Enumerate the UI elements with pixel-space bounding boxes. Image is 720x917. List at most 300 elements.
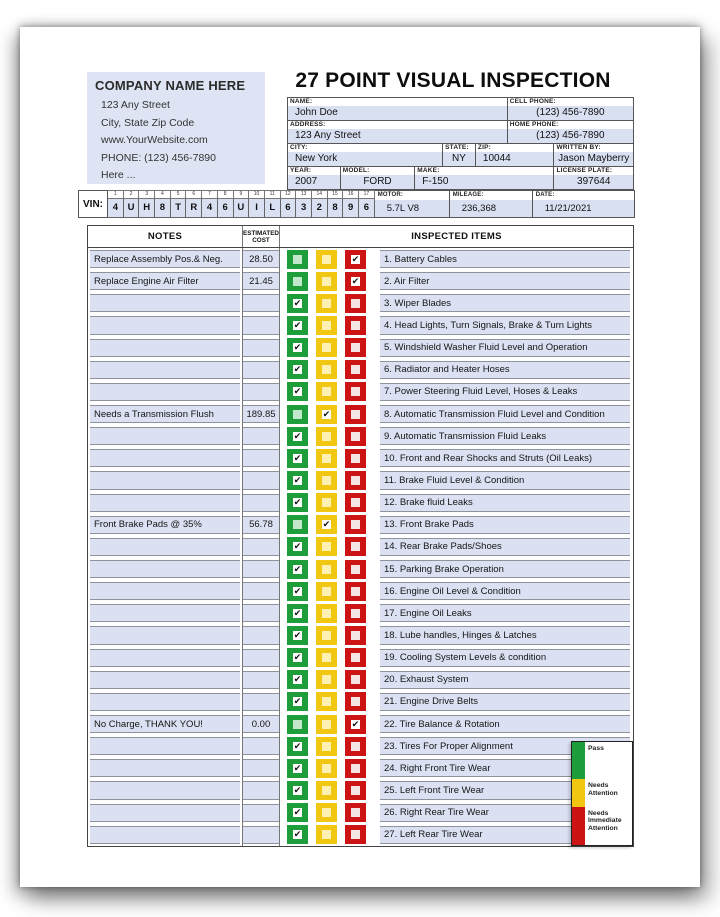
inspection-row: [88, 713, 633, 735]
checkbox-green[interactable]: [287, 272, 308, 291]
item-label: 4. Head Lights, Turn Signals, Brake & Turn Lights: [380, 316, 630, 334]
legend-label: Needs Attention: [588, 782, 618, 797]
cost-cell: [243, 757, 280, 779]
note-cell: [88, 713, 243, 735]
vin-char-value: 4: [202, 199, 218, 218]
note-cell: [88, 270, 243, 292]
checkbox-yellow[interactable]: [316, 715, 337, 734]
item-label: 7. Power Steering Fluid Level, Hoses & Leaks: [380, 383, 630, 401]
cost-cell: [243, 337, 280, 359]
item-cell: [374, 314, 633, 336]
checkbox-yellow[interactable]: [316, 360, 337, 379]
checkbox-green[interactable]: [287, 825, 308, 844]
checkbox-empty: [351, 609, 360, 618]
checkbox-green[interactable]: [287, 360, 308, 379]
checkbox-yellow[interactable]: [316, 449, 337, 468]
vin-char-cell: [296, 190, 312, 218]
item-label: 22. Tire Balance & Rotation: [380, 715, 630, 733]
cost-cell: [243, 314, 280, 336]
note-cell: [88, 447, 243, 469]
checkbox-green[interactable]: [287, 604, 308, 623]
cost-cell: [243, 602, 280, 624]
checkbox-green[interactable]: [287, 294, 308, 313]
cost-value: 0.00: [243, 715, 279, 733]
inspection-row: [88, 802, 633, 824]
checkbox-empty: [322, 432, 331, 441]
checkbox-red[interactable]: [345, 449, 366, 468]
checkbox-red[interactable]: [345, 604, 366, 623]
checkbox-red[interactable]: [345, 803, 366, 822]
info-field-label: ZIP:: [476, 144, 554, 152]
inspection-row: [88, 425, 633, 447]
checkbox-group: [280, 802, 374, 824]
info-row: [288, 121, 633, 144]
note-text: [90, 671, 240, 689]
company-street: 123 Any Street: [101, 99, 170, 111]
note-text: [90, 427, 240, 445]
legend-label: Needs Immediate Attention: [588, 809, 622, 832]
checkbox-group: [280, 691, 374, 713]
cost-cell: [243, 735, 280, 757]
checkmark-icon: ✔: [351, 275, 360, 286]
note-text: Needs a Transmission Flush: [90, 405, 240, 423]
company-phone: PHONE: (123) 456-7890: [101, 151, 216, 164]
checkbox-group: [280, 248, 374, 270]
checkmark-icon: ✔: [351, 718, 360, 729]
info-field-value: John Doe: [288, 106, 507, 120]
checkbox-red[interactable]: [345, 737, 366, 756]
checkbox-green[interactable]: [287, 382, 308, 401]
vin-position-number: 6: [186, 190, 202, 199]
item-label: 25. Left Front Tire Wear: [380, 781, 630, 799]
item-cell: [374, 403, 633, 425]
note-cell: [88, 735, 243, 757]
checkbox-green[interactable]: [287, 626, 308, 645]
item-label: 27. Left Rear Tire Wear: [380, 826, 630, 844]
info-field-city: [288, 144, 443, 166]
inspection-row: [88, 359, 633, 381]
checkbox-green[interactable]: [287, 560, 308, 579]
item-label: 21. Engine Drive Belts: [380, 693, 630, 711]
inspection-row: [88, 779, 633, 801]
notes-header: NOTES: [88, 226, 243, 247]
checkbox-group: [280, 779, 374, 801]
checkbox-yellow[interactable]: [316, 582, 337, 601]
checkbox-green[interactable]: [287, 670, 308, 689]
note-cell: [88, 292, 243, 314]
checkbox-yellow[interactable]: [316, 405, 337, 424]
info-field-value: F-150: [415, 175, 553, 189]
vin-char-cell: [343, 190, 359, 218]
info-row: [288, 98, 633, 121]
checkbox-empty: [322, 498, 331, 507]
checkbox-yellow[interactable]: [316, 471, 337, 490]
checkbox-green[interactable]: [287, 427, 308, 446]
note-cell: [88, 691, 243, 713]
checkbox-group: [280, 381, 374, 403]
inspection-row: [88, 447, 633, 469]
item-label: 20. Exhaust System: [380, 671, 630, 689]
info-field-value: (123) 456-7890: [508, 106, 633, 120]
cost-value: [243, 471, 279, 489]
cost-cell: [243, 425, 280, 447]
checkbox-yellow[interactable]: [316, 648, 337, 667]
checkbox-red[interactable]: [345, 626, 366, 645]
note-cell: [88, 602, 243, 624]
checkbox-green[interactable]: [287, 737, 308, 756]
note-text: [90, 649, 240, 667]
item-label: 8. Automatic Transmission Fluid Level and Condition: [380, 405, 630, 423]
checkbox-red[interactable]: [345, 560, 366, 579]
cost-value: [243, 693, 279, 711]
checkbox-red[interactable]: [345, 316, 366, 335]
checkbox-red[interactable]: [345, 382, 366, 401]
inspection-row: [88, 314, 633, 336]
checkbox-empty: [322, 299, 331, 308]
vin-position-number: 10: [249, 190, 265, 199]
cost-value: [243, 671, 279, 689]
checkmark-icon: ✔: [293, 497, 302, 508]
vin-char-value: 6: [218, 199, 234, 218]
item-cell: [374, 425, 633, 447]
inspection-row: [88, 824, 633, 846]
note-cell: [88, 580, 243, 602]
vin-char-cell: [171, 190, 187, 218]
info-field-value: 397644: [554, 175, 633, 189]
vin-position-number: 15: [328, 190, 344, 199]
item-label: 2. Air Filter: [380, 272, 630, 290]
checkbox-red[interactable]: [345, 715, 366, 734]
checkbox-green[interactable]: [287, 471, 308, 490]
cost-value: [243, 361, 279, 379]
checkbox-green[interactable]: [287, 648, 308, 667]
item-cell: [374, 270, 633, 292]
vin-char-cell: [359, 190, 375, 218]
info-field-make: [415, 167, 554, 189]
checkbox-red[interactable]: [345, 405, 366, 424]
vin-char-cell: [265, 190, 281, 218]
cost-cell: [243, 359, 280, 381]
checkbox-yellow[interactable]: [316, 250, 337, 269]
vin-position-number: 8: [218, 190, 234, 199]
checkbox-yellow[interactable]: [316, 382, 337, 401]
checkbox-empty: [322, 387, 331, 396]
checkbox-empty: [351, 764, 360, 773]
vin-char-cell: [234, 190, 250, 218]
checkbox-green[interactable]: [287, 316, 308, 335]
vin-char-value: 2: [312, 199, 328, 218]
checkbox-group: [280, 359, 374, 381]
cost-value: [243, 339, 279, 357]
note-text: [90, 294, 240, 312]
checkbox-yellow[interactable]: [316, 604, 337, 623]
info-field-label: ADDRESS:: [288, 121, 507, 129]
info-field-model: [341, 167, 416, 189]
page-title: 27 POINT VISUAL INSPECTION: [295, 69, 611, 92]
vehicle-meta-date: [533, 190, 635, 218]
vin-position-number: 1: [108, 190, 124, 199]
info-field-year: [288, 167, 341, 189]
inspection-row: [88, 403, 633, 425]
item-cell: [374, 492, 633, 514]
note-text: [90, 781, 240, 799]
item-cell: [374, 691, 633, 713]
inspection-row: [88, 757, 633, 779]
vin-char-value: 3: [296, 199, 312, 218]
cost-cell: [243, 381, 280, 403]
checkbox-empty: [351, 299, 360, 308]
item-label: 23. Tires For Proper Alignment: [380, 737, 630, 755]
checkmark-icon: ✔: [351, 253, 360, 264]
item-cell: [374, 359, 633, 381]
cost-value: [243, 427, 279, 445]
item-cell: [374, 292, 633, 314]
item-cell: [374, 669, 633, 691]
checkbox-green[interactable]: [287, 582, 308, 601]
item-cell: [374, 469, 633, 491]
checkbox-red[interactable]: [345, 781, 366, 800]
legend-row: [572, 742, 632, 779]
checkbox-red[interactable]: [345, 272, 366, 291]
note-text: [90, 316, 240, 334]
note-cell: [88, 802, 243, 824]
info-field-label: MODEL:: [341, 167, 415, 175]
vin-position-number: 17: [359, 190, 375, 199]
checkbox-red[interactable]: [345, 515, 366, 534]
note-text: [90, 759, 240, 777]
cost-cell: [243, 447, 280, 469]
cost-value: 56.78: [243, 516, 279, 534]
checkbox-empty: [322, 653, 331, 662]
company-block: [87, 72, 265, 184]
vin-char-cell: [249, 190, 265, 218]
checkbox-empty: [322, 321, 331, 330]
cost-value: [243, 294, 279, 312]
item-label: 1. Battery Cables: [380, 250, 630, 268]
note-text: Front Brake Pads @ 35%: [90, 516, 240, 534]
checkmark-icon: ✔: [293, 740, 302, 751]
item-cell: [374, 381, 633, 403]
item-cell: [374, 713, 633, 735]
legend-row: [572, 807, 632, 845]
checkbox-yellow[interactable]: [316, 670, 337, 689]
checkbox-red[interactable]: [345, 250, 366, 269]
item-label: 19. Cooling System Levels & condition: [380, 649, 630, 667]
checkbox-yellow[interactable]: [316, 338, 337, 357]
checkmark-icon: ✔: [293, 342, 302, 353]
checkbox-yellow[interactable]: [316, 737, 337, 756]
note-cell: [88, 314, 243, 336]
vehicle-meta-value: 5.7L V8: [375, 200, 449, 217]
checkbox-green[interactable]: [287, 759, 308, 778]
checkbox-empty: [322, 609, 331, 618]
checkbox-group: [280, 713, 374, 735]
checkbox-yellow[interactable]: [316, 626, 337, 645]
checkbox-empty: [351, 631, 360, 640]
checkbox-red[interactable]: [345, 294, 366, 313]
vin-label: VIN:: [78, 190, 108, 218]
checkbox-red[interactable]: [345, 338, 366, 357]
checkbox-green[interactable]: [287, 515, 308, 534]
checkbox-yellow[interactable]: [316, 759, 337, 778]
checkbox-yellow[interactable]: [316, 272, 337, 291]
checkbox-yellow[interactable]: [316, 537, 337, 556]
checkbox-red[interactable]: [345, 648, 366, 667]
checkbox-red[interactable]: [345, 493, 366, 512]
inspection-table: [87, 225, 634, 847]
note-text: [90, 582, 240, 600]
note-cell: [88, 403, 243, 425]
vin-char-cell: [312, 190, 328, 218]
inspection-sheet: [20, 27, 700, 887]
checkbox-empty: [322, 454, 331, 463]
inspection-row: [88, 602, 633, 624]
item-label: 6. Radiator and Heater Hoses: [380, 361, 630, 379]
checkbox-yellow[interactable]: [316, 803, 337, 822]
info-field-zip: [476, 144, 555, 166]
item-label: 3. Wiper Blades: [380, 294, 630, 312]
checkbox-yellow[interactable]: [316, 294, 337, 313]
checkbox-yellow[interactable]: [316, 692, 337, 711]
checkbox-red[interactable]: [345, 537, 366, 556]
checkbox-red[interactable]: [345, 759, 366, 778]
company-city: City, State Zip Code: [101, 116, 195, 129]
checkbox-group: [280, 425, 374, 447]
vin-char-value: U: [124, 199, 140, 218]
checkbox-green[interactable]: [287, 803, 308, 822]
checkbox-yellow[interactable]: [316, 825, 337, 844]
checkbox-empty: [293, 520, 302, 529]
checkbox-red[interactable]: [345, 582, 366, 601]
status-legend: [571, 741, 633, 846]
cost-cell: [243, 248, 280, 270]
checkbox-green[interactable]: [287, 338, 308, 357]
inspection-row: [88, 536, 633, 558]
checkmark-icon: ✔: [293, 474, 302, 485]
note-cell: [88, 381, 243, 403]
item-cell: [374, 558, 633, 580]
checkmark-icon: ✔: [293, 829, 302, 840]
checkmark-icon: ✔: [293, 784, 302, 795]
note-text: No Charge, THANK YOU!: [90, 715, 240, 733]
checkmark-icon: ✔: [293, 297, 302, 308]
checkbox-red[interactable]: [345, 692, 366, 711]
checkbox-empty: [322, 365, 331, 374]
cost-value: [243, 626, 279, 644]
checkbox-green[interactable]: [287, 250, 308, 269]
checkbox-group: [280, 624, 374, 646]
cost-cell: [243, 558, 280, 580]
checkmark-icon: ✔: [293, 585, 302, 596]
company-website: www.YourWebsite.com: [101, 134, 208, 146]
checkbox-empty: [351, 498, 360, 507]
vin-char-value: 6: [359, 199, 375, 218]
note-cell: [88, 248, 243, 270]
vin-char-cell: [218, 190, 234, 218]
checkbox-red[interactable]: [345, 471, 366, 490]
checkbox-group: [280, 580, 374, 602]
item-cell: [374, 536, 633, 558]
cost-value: [243, 582, 279, 600]
cost-value: [243, 316, 279, 334]
checkbox-red[interactable]: [345, 825, 366, 844]
checkbox-yellow[interactable]: [316, 781, 337, 800]
checkbox-green[interactable]: [287, 692, 308, 711]
item-label: 17. Engine Oil Leaks: [380, 604, 630, 622]
checkbox-green[interactable]: [287, 781, 308, 800]
checkbox-empty: [322, 675, 331, 684]
checkbox-empty: [351, 542, 360, 551]
vin-position-number: 2: [124, 190, 140, 199]
checkbox-empty: [322, 476, 331, 485]
checkbox-yellow[interactable]: [316, 515, 337, 534]
checkbox-empty: [322, 786, 331, 795]
checkbox-yellow[interactable]: [316, 493, 337, 512]
checkbox-empty: [293, 720, 302, 729]
cost-cell: [243, 403, 280, 425]
cost-value: 21.45: [243, 272, 279, 290]
checkmark-icon: ✔: [293, 386, 302, 397]
cost-value: [243, 826, 279, 844]
legend-label: Pass: [588, 745, 604, 752]
checkbox-green[interactable]: [287, 493, 308, 512]
checkbox-green[interactable]: [287, 449, 308, 468]
checkbox-empty: [351, 520, 360, 529]
checkbox-yellow[interactable]: [316, 316, 337, 335]
checkbox-green[interactable]: [287, 715, 308, 734]
checkbox-green[interactable]: [287, 405, 308, 424]
vin-position-number: 3: [139, 190, 155, 199]
checkbox-empty: [351, 343, 360, 352]
vehicle-meta-motor: [375, 190, 450, 218]
cost-cell: [243, 580, 280, 602]
checkbox-group: [280, 292, 374, 314]
info-field-label: MAKE:: [415, 167, 553, 175]
note-cell: [88, 492, 243, 514]
vin-char-value: H: [139, 199, 155, 218]
vin-char-cell: [108, 190, 124, 218]
vin-char-cell: [186, 190, 202, 218]
checkbox-red[interactable]: [345, 670, 366, 689]
info-field-label: NAME:: [288, 98, 507, 106]
checkbox-group: [280, 824, 374, 846]
checkbox-green[interactable]: [287, 537, 308, 556]
cost-cell: [243, 691, 280, 713]
checkmark-icon: ✔: [293, 607, 302, 618]
info-row: [288, 167, 633, 190]
checkbox-empty: [351, 321, 360, 330]
cost-cell: [243, 536, 280, 558]
customer-info-grid: [287, 97, 634, 190]
checkbox-yellow[interactable]: [316, 560, 337, 579]
checkbox-empty: [322, 631, 331, 640]
vin-char-value: 4: [108, 199, 124, 218]
inspection-row: [88, 492, 633, 514]
checkbox-empty: [322, 542, 331, 551]
info-field-value: NY: [443, 152, 475, 166]
note-cell: [88, 624, 243, 646]
checkbox-empty: [322, 764, 331, 773]
cost-value: [243, 449, 279, 467]
item-cell: [374, 248, 633, 270]
checkbox-yellow[interactable]: [316, 427, 337, 446]
vin-char-value: U: [234, 199, 250, 218]
item-label: 11. Brake Fluid Level & Condition: [380, 471, 630, 489]
checkbox-red[interactable]: [345, 427, 366, 446]
checkbox-red[interactable]: [345, 360, 366, 379]
cost-value: [243, 560, 279, 578]
inspection-row: [88, 469, 633, 491]
